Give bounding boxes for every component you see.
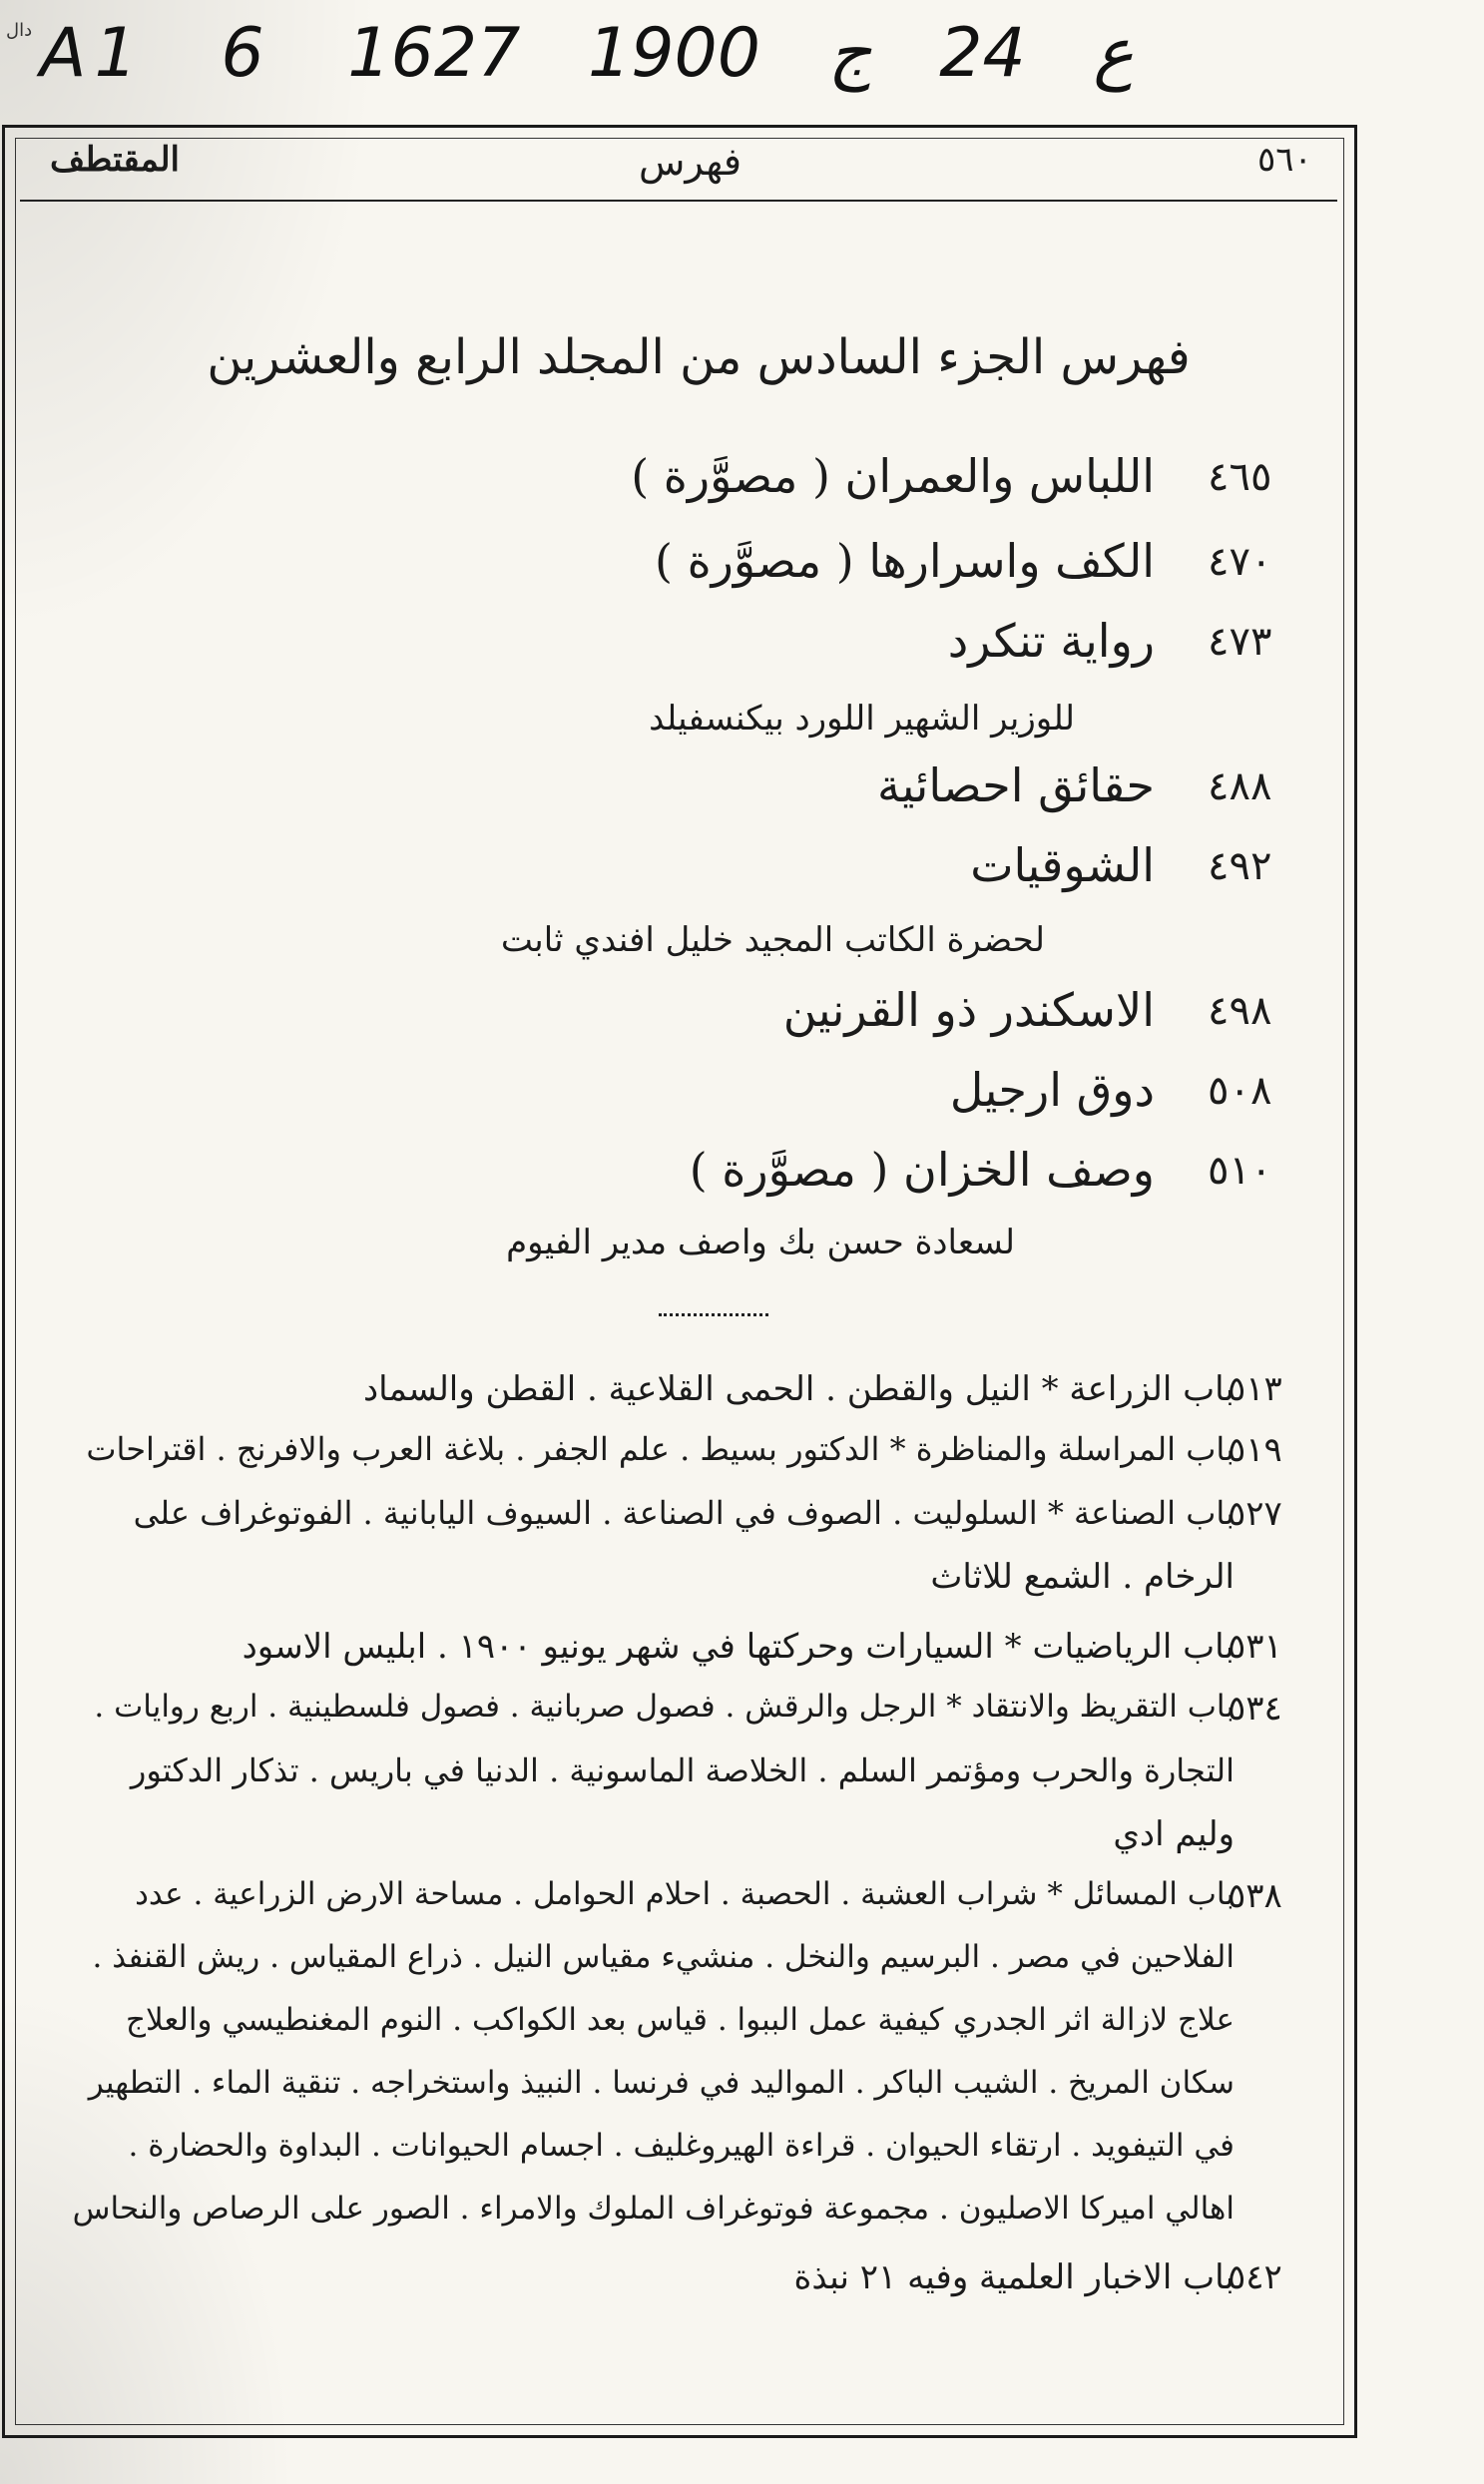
article-title: رواية تنكرد [947, 614, 1155, 668]
department-line: باب التقريظ والانتقاد * الرجل والرقش . فصول صربانية . فصول فلسطينية . اربع روايات . [94, 1689, 1235, 1725]
department-line: الرخام . الشمع للاثاث [930, 1557, 1235, 1597]
department-line: في التيفويد . ارتقاء الحيوان . قراءة الهيروغليف . اجسام الحيوانات . البداوة والحضارة . [128, 2128, 1235, 2164]
article-title: دوق ارجيل [949, 1063, 1155, 1117]
handwritten-catalog-number [40, 14, 1437, 94]
hw-part: ع [1093, 14, 1134, 93]
department-line: باب الرياضيات * السيارات وحركتها في شهر يونيو ١٩٠٠ . ابليس الاسود [242, 1627, 1235, 1667]
department-line: الفلاحين في مصر . البرسيم والنخل . منشيء مقياس النيل . ذراع المقياس . ريش القنفذ . [92, 1939, 1235, 1975]
article-subtitle: لسعادة حسن بك واصف مدير الفيوم [506, 1223, 1015, 1262]
article-page: ٤٩٨ [1208, 988, 1272, 1034]
department-line: سكان المريخ . الشيب الباكر . المواليد في فرنسا . النبيذ واستخراجه . تنقية الماء . التطهير [88, 2065, 1235, 2101]
department-line: التجارة والحرب ومؤتمر السلم . الخلاصة الماسونية . الدنيا في باريس . تذكار الدكتور [130, 1751, 1235, 1789]
running-section-title: فهرس [639, 140, 742, 184]
hw-part: 1900 [587, 14, 761, 93]
article-title: اللباس والعمران ( مصوَّرة ) [631, 449, 1155, 503]
department-line: باب الزراعة * النيل والقطن . الحمى القلاعية . القطن والسماد [362, 1369, 1235, 1409]
article-title: الكف واسرارها ( مصوَّرة ) [655, 534, 1155, 588]
section-divider [659, 1307, 768, 1316]
department-page: ٥٤٢ [1228, 2257, 1282, 2297]
index-title: فهرس الجزء السادس من المجلد الرابع والعشرين [207, 329, 1191, 385]
article-title: الاسكندر ذو القرنين [782, 983, 1155, 1037]
article-page: ٤٦٥ [1208, 454, 1272, 500]
department-line: باب الاخبار العلمية وفيه ٢١ نبذة [793, 2257, 1235, 2297]
article-subtitle: لحضرة الكاتب المجيد خليل افندي ثابت [500, 920, 1045, 960]
hw-part: A1 [40, 14, 146, 93]
department-page: ٥١٣ [1228, 1369, 1282, 1409]
hw-part: 1627 [347, 14, 521, 93]
hw-part: 24 [939, 14, 1026, 93]
hw-part: ج [827, 14, 872, 93]
department-line: علاج لازالة اثر الجدري كيفية عمل الببوا . قياس بعد الكواكب . النوم المغنطيسي والعلاج [126, 2002, 1235, 2038]
corner-mark: دال [6, 20, 33, 41]
article-page: ٤٧٣ [1208, 619, 1272, 665]
article-title: حقائق احصائية [877, 758, 1155, 812]
article-page: ٤٩٢ [1208, 843, 1272, 889]
page-number: ٥٦٠ [1257, 140, 1312, 180]
journal-name: المقتطف [50, 140, 181, 180]
article-page: ٥١٠ [1208, 1148, 1272, 1194]
hw-part: 6 [221, 14, 272, 93]
header-rule [20, 200, 1337, 202]
article-title: الشوقيات [970, 838, 1155, 892]
article-subtitle: للوزير الشهير اللورد بيكنسفيلد [649, 699, 1075, 739]
department-line: وليم ادي [1113, 1814, 1235, 1854]
department-line: اهالي اميركا الاصليون . مجموعة فوتوغراف الملوك والامراء . الصور على الرصاص والنحاس [72, 2191, 1235, 2227]
department-line: باب الصناعة * السلوليت . الصوف في الصناعة . السيوف اليابانية . الفوتوغراف على [133, 1494, 1235, 1532]
department-line: باب المسائل * شراب العشبة . الحصبة . احلام الحوامل . مساحة الارض الزراعية . عدد [135, 1876, 1235, 1912]
department-page: ٥٣٤ [1228, 1689, 1282, 1729]
article-title: وصف الخزان ( مصوَّرة ) [689, 1143, 1155, 1197]
department-line: باب المراسلة والمناظرة * الدكتور بسيط . علم الجفر . بلاغة العرب والافرنج . اقتراحات [86, 1430, 1235, 1468]
department-page: ٥٢٧ [1228, 1494, 1282, 1534]
department-page: ٥٣٨ [1228, 1876, 1282, 1916]
article-page: ٥٠٨ [1208, 1068, 1272, 1114]
department-page: ٥١٩ [1228, 1430, 1282, 1470]
article-page: ٤٨٨ [1208, 763, 1272, 809]
article-page: ٤٧٠ [1208, 539, 1272, 585]
department-page: ٥٣١ [1228, 1627, 1282, 1667]
